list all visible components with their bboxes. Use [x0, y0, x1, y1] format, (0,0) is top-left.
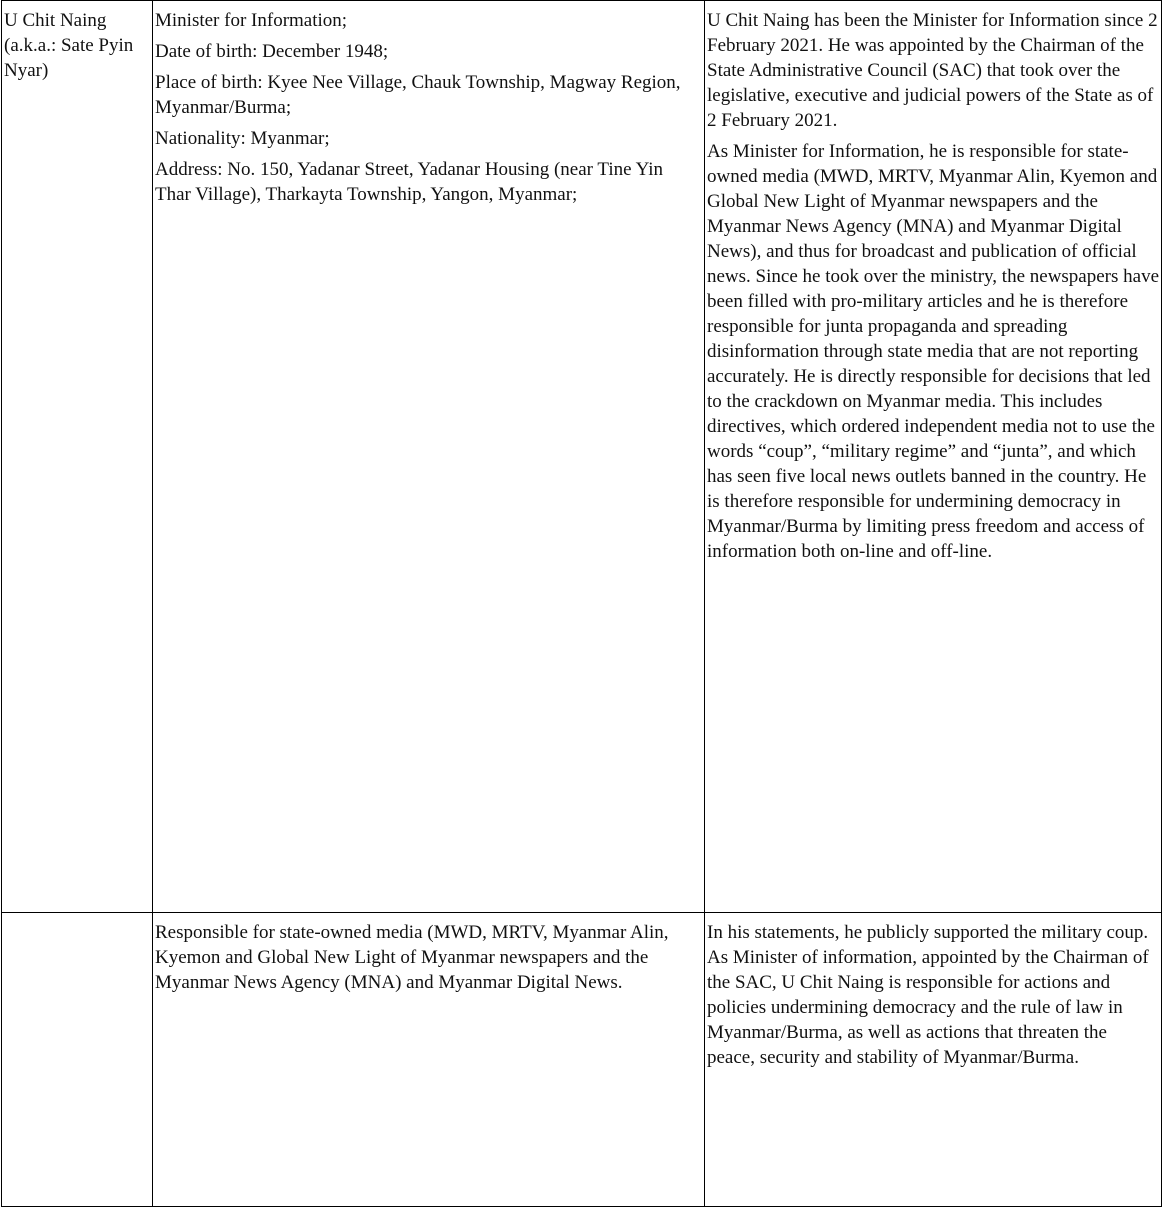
identifying-info-line: Address: No. 150, Yadanar Street, Yadanar Housing (near Tine Yin Thar Village), Tharkayta Township, Yangon, Myanmar;	[155, 159, 664, 205]
table-row	[2, 913, 1162, 1207]
reasons-cell	[705, 1, 1162, 913]
reasons-paragraph: U Chit Naing has been the Minister for Information since 2 February 2021. He was appointed by the Chairman of the State Administrative Council (SAC) that took over the legislative, executive and judicial powers of the State as of 2 February 2021.	[707, 10, 1158, 131]
identifying-info-line: Responsible for state-owned media (MWD, MRTV, Myanmar Alin, Kyemon and Global New Light of Myanmar newspapers and the Myanmar News Agency (MNA) and Myanmar Digital News.	[155, 922, 669, 993]
name-cell	[2, 913, 153, 1207]
identifying-info-cell	[153, 1, 705, 913]
sanctions-entry-table	[1, 0, 1162, 1207]
reasons-paragraph: As Minister for Information, he is responsible for state-owned media (MWD, MRTV, Myanmar Alin, Kyemon and Global New Light of Myanmar newspapers and the Myanmar News Agency (MNA) and Myanmar Digital News), and thus for broadcast and publication of official news. Since he took over the ministry, the newspapers have been filled with pro-military articles and he is therefore responsible for junta propaganda and spreading disinformation through state media that are not reporting accurately. He is directly responsible for decisions that led to the crackdown on Myanmar media. This includes directives, which ordered independent media not to use the words “coup”, “military regime” and “junta”, and which has seen five local news outlets banned in the country. He is therefore responsible for undermining democracy in Myanmar/Burma by limiting press freedom and access of information both on-line and off-line.	[707, 141, 1160, 562]
reasons-cell	[705, 913, 1162, 1207]
identifying-info-cell	[153, 913, 705, 1207]
reasons-paragraph: In his statements, he publicly supported the military coup. As Minister of information, appointed by the Chairman of the SAC, U Chit Naing is responsible for actions and policies undermining democracy and the rule of law in Myanmar/Burma, as well as actions that threaten the peace, security and stability of Myanmar/Burma.	[707, 922, 1149, 1068]
table-row	[2, 1, 1162, 913]
identifying-info-line: Nationality: Myanmar;	[155, 128, 330, 149]
identifying-info-line: Date of birth: December 1948;	[155, 41, 389, 62]
identifying-info-line: Place of birth: Kyee Nee Village, Chauk Township, Magway Region, Myanmar/Burma;	[155, 72, 681, 118]
person-name: U Chit Naing (a.k.a.: Sate Pyin Nyar)	[4, 10, 134, 81]
identifying-info-line: Minister for Information;	[155, 10, 348, 31]
name-cell	[2, 1, 153, 913]
